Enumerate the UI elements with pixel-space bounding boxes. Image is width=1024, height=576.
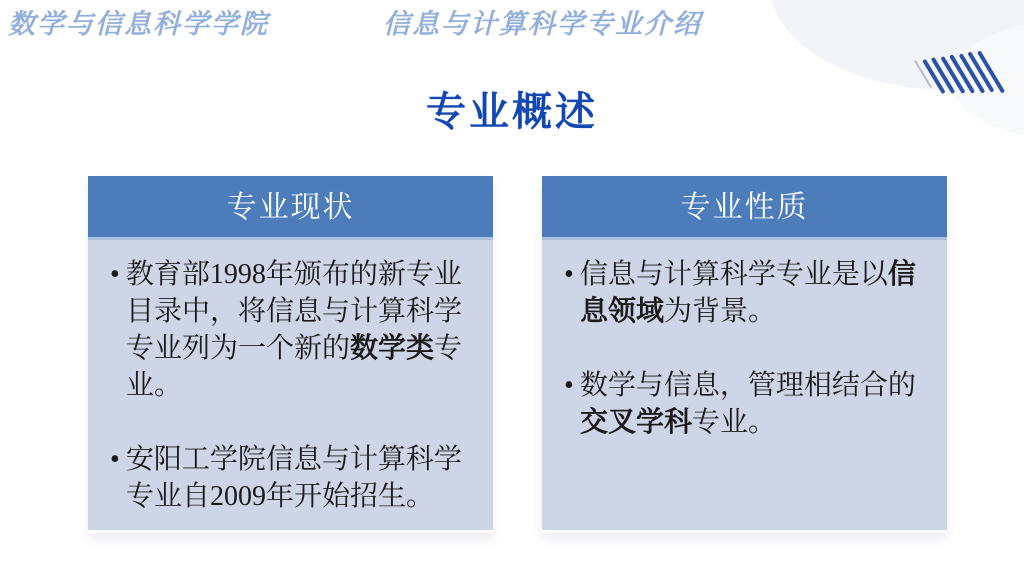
cards-container [88,176,947,533]
bullet-item [110,441,478,515]
bullet-text-bold: 数学类 [350,333,435,364]
card-body [88,240,493,530]
card-title: 专业性质 [542,176,947,240]
bullet-text: 专业。 [692,407,777,438]
bullet-text: 为背景。 [664,296,777,327]
card-major-status [88,176,493,533]
bullet-marker-icon: • [564,259,574,290]
bullet-item [110,256,478,404]
card-body [542,240,947,530]
bullet-item [564,367,932,441]
bullet-text-bold: 交叉学科 [580,407,693,438]
slide-header-course-name: 信息与计算科学专业介绍 [383,9,702,40]
bullet-text: 信息与计算科学专业是以 [579,259,888,290]
bullet-text: 专业。 [126,333,463,401]
bullet-marker-icon: • [564,370,574,401]
bullet-text: 数学与信息，管理相结合的 [579,370,916,401]
bullet-item [564,256,932,330]
bullet-text: 教育部1998年颁布的新专业目录中，将信息与计算科学专业列为一个新的 [125,259,463,364]
slide-header-college-name: 数学与信息科学学院 [8,9,269,40]
bullet-text-bold: 信息领域 [580,259,916,327]
bullet-marker-icon: • [110,259,120,290]
slide-title: 专业概述 [426,90,598,134]
card-major-nature [542,176,947,533]
bullet-marker-icon: • [110,444,120,475]
card-title: 专业现状 [88,176,493,240]
bullet-text: 安阳工学院信息与计算科学专业自2009年开始招生。 [125,444,462,512]
